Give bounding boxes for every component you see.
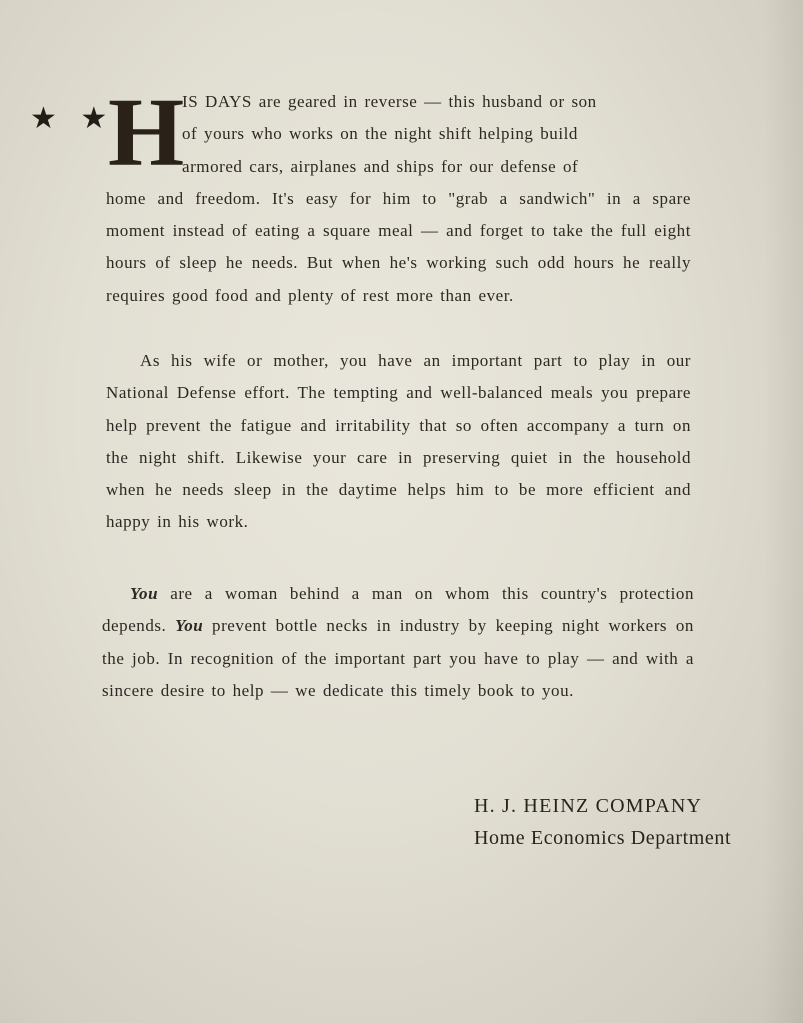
intro-rest: home and freedom. It's easy for him to "grab a sandwich" in a spare moment instead of eating a square meal — and forget to take the full eight hours of sleep he needs. But when he's working such odd hours he really requires good food and plenty of rest more than ever. xyxy=(106,188,691,305)
emphasis-you-2: You xyxy=(175,616,204,636)
intro-line-2: of yours who works on the night shift helping build xyxy=(182,124,578,144)
dedication-text-1: are a woman behind a man on whom this country's protection depends. xyxy=(102,584,694,636)
star-ornament-icon: ★ ★ xyxy=(30,102,116,135)
drop-cap-letter: H xyxy=(108,79,185,187)
intro-line-3: armored cars, airplanes and ships for our defense of xyxy=(182,156,579,176)
intro-line-1: IS DAYS are geared in reverse — this husband or son xyxy=(182,92,597,111)
dedication-text-2: prevent bottle necks in industry by keeping night workers on the job. In recognition of the important part you have to play — and with a sincere desire to help — we dedicate this timely book to you. xyxy=(102,616,694,700)
paragraph-wife-or-mother: As his wife or mother, you have an important part to play in our National Defense effort. The tempting and well-balanced meals you prepare help prevent the fatigue and irritability that so often accompany a turn on the night shift. Likewise your care in preserving quiet in the household when he needs sleep in the daytime helps him to be more efficient and happy in his work. xyxy=(106,351,691,532)
emphasis-you-1: You xyxy=(130,584,159,603)
paragraph-intro xyxy=(106,79,691,312)
company-name: H. J. HEINZ COMPANY xyxy=(474,795,703,817)
department-name: Home Economics Department xyxy=(474,827,732,849)
signature-block xyxy=(474,790,731,854)
paragraph-dedication xyxy=(102,578,694,707)
